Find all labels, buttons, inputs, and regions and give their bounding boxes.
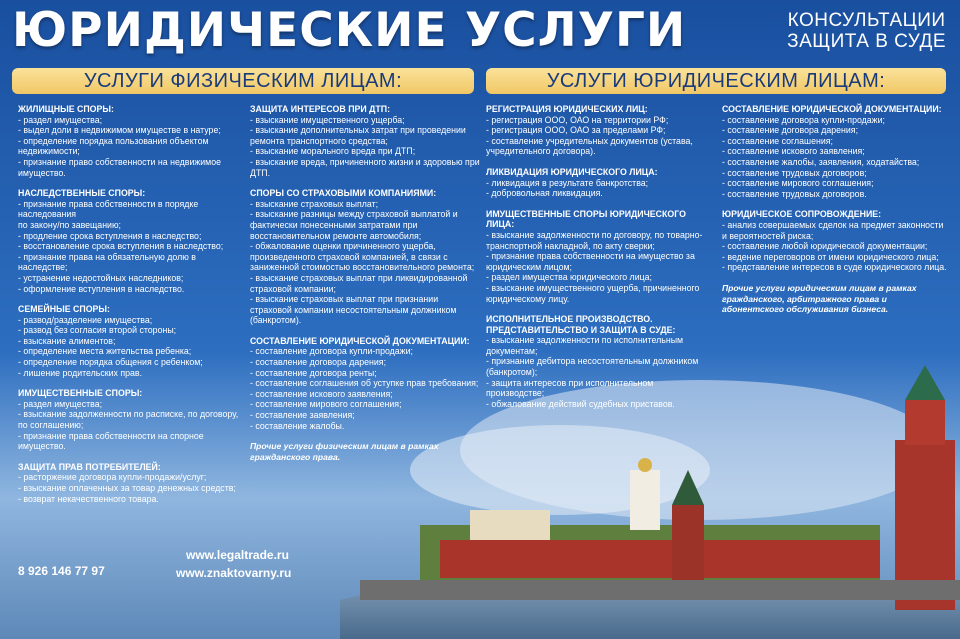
service-item: - признание дебитора несостоятельным должником (банкротом); [486, 356, 699, 378]
service-item: - составление искового заявления; [722, 146, 865, 157]
service-item: - развод/разделение имущества; [18, 314, 153, 325]
section-title: ЖИЛИЩНЫЕ СПОРЫ: [18, 104, 114, 114]
service-item: - составление трудовых договоров. [722, 188, 867, 199]
service-item: - защита интересов при исполнительном производстве; [486, 377, 654, 399]
service-item: по закону/по завещанию; [18, 219, 122, 230]
services-column-1 [18, 104, 240, 514]
service-item: - взыскание алиментов; [18, 335, 116, 346]
service-section [18, 462, 240, 504]
service-item: - продление срока вступления в наследство; [18, 230, 202, 241]
service-item: - определение порядка пользования объектом недвижимости; [18, 135, 209, 157]
service-item: - устранение недостойных наследников; [18, 272, 184, 283]
service-item: - взыскание вреда, причиненного жизни и здоровью при ДТП. [250, 156, 480, 178]
service-item: - анализ совершаемых сделок на предмет законности и вероятностей риска; [722, 219, 944, 241]
services-column-3 [486, 104, 710, 419]
service-item: - составление соглашения; [722, 135, 833, 146]
service-item: - представление интересов в суде юридического лица. [722, 262, 947, 273]
service-item: - расторжение договора купли-продажи/услуг; [18, 472, 207, 483]
service-item: - составление заявления; [250, 410, 355, 421]
page-title: ЮРИДИЧЕСКИЕ УСЛУГИ [12, 3, 687, 58]
service-item: - взыскание задолженности по расписке, по договору, по соглашению; [18, 409, 239, 431]
service-section [250, 188, 480, 326]
subtitle-consultations: КОНСУЛЬТАЦИИ [787, 10, 946, 31]
service-item: - взыскание разницы между страховой выплатой и фактически понесенными затратами при восстановительном ремонте автомобиля; [250, 209, 458, 241]
service-section [250, 104, 480, 178]
service-item: - определение места жительства ребенка; [18, 346, 192, 357]
service-item: - признание права на обязательную долю в наследстве; [18, 251, 196, 273]
service-item: - оформление вступления в наследство. [18, 283, 185, 294]
service-item: - взыскание страховых выплат при признании страховой компании несостоятельным должником (банкротом). [250, 294, 457, 326]
service-item: - взыскание имущественного ущерба; [250, 114, 405, 125]
section-title: СОСТАВЛЕНИЕ ЮРИДИЧЕСКОЙ ДОКУМЕНТАЦИИ: [250, 335, 470, 346]
service-item: - составление договора купли-продажи; [250, 346, 413, 357]
service-item: - составление договора купли-продажи; [722, 114, 885, 125]
service-item: - раздел имущества; [18, 114, 103, 125]
service-item: - взыскание дополнительных затрат при проведении ремонта транспортного средства; [250, 125, 466, 146]
section-title: ИСПОЛНИТЕЛЬНОЕ ПРОИЗВОДСТВО. ПРЕДСТАВИТЕЛЬСТВО И ЗАЩИТА В СУДЕ: [486, 314, 676, 335]
service-item: - выдел доли в недвижимом имуществе в натуре; [18, 125, 221, 136]
service-item: - составление трудовых договоров; [722, 167, 867, 178]
service-section [18, 104, 240, 178]
service-item: - обжалование действий судебных приставов. [486, 398, 675, 409]
service-item: - раздел имущества; [18, 398, 103, 409]
other-services-note: Прочие услуги юридическим лицам в рамках гражданского, арбитражного права и абонентского обслуживания бизнеса. [722, 282, 917, 315]
service-item: - составление соглашения об уступке прав требования; [250, 378, 479, 389]
website-legaltrade[interactable]: www.legaltrade.ru [186, 548, 289, 562]
section-title: СЕМЕЙНЫЕ СПОРЫ: [18, 304, 110, 315]
service-section [486, 167, 710, 199]
service-item: - составление любой юридической документации; [722, 241, 928, 252]
service-item: - добровольная ликвидация. [486, 188, 603, 199]
website-znaktovarny[interactable]: www.znaktovarny.ru [176, 566, 292, 580]
section-title: СПОРЫ СО СТРАХОВЫМИ КОМПАНИЯМИ: [250, 188, 437, 199]
services-column-2 [250, 104, 480, 462]
service-section [486, 209, 710, 304]
service-item: - лишение родительских прав. [18, 367, 143, 378]
service-item: - составление жалобы, заявления, ходатайства; [722, 156, 920, 167]
service-item: - признание право собственности на недвижимое имущество. [18, 156, 222, 178]
service-item: - взыскание страховых выплат при ликвидированной страховой компании; [250, 272, 468, 294]
service-item: - признание права собственности на спорное имущество. [18, 430, 204, 452]
service-item: - составление договора дарения; [250, 357, 387, 368]
service-section [18, 388, 240, 452]
service-item: - взыскание задолженности по исполнительным документам; [486, 335, 684, 356]
service-item: - регистрация ООО, ОАО за пределами РФ; [486, 125, 666, 136]
service-section [486, 314, 710, 409]
section-title: РЕГИСТРАЦИЯ ЮРИДИЧЕСКИХ ЛИЦ: [486, 104, 648, 114]
service-item: - взыскание страховых выплат; [250, 198, 379, 209]
section-title: ИМУЩЕСТВЕННЫЕ СПОРЫ ЮРИДИЧЕСКОГО ЛИЦА: [486, 208, 686, 230]
service-item: - взыскание задолженности по договору, по товарно-транспортной накладной, по акту сверки; [486, 229, 703, 251]
section-title: ЗАЩИТА ПРАВ ПОТРЕБИТЕЛЕЙ: [18, 461, 161, 472]
service-section [18, 304, 240, 378]
service-item: - ликвидация в результате банкротства; [486, 177, 649, 188]
section-title: ЗАЩИТА ИНТЕРЕСОВ ПРИ ДТП: [250, 104, 391, 114]
service-item: - признание права собственности на имущество за юридическим лицом; [486, 251, 695, 272]
other-services-note: Прочие услуги физическим лицам в рамках гражданского права. [250, 441, 439, 462]
services-column-4 [722, 104, 948, 315]
service-item: - составление мирового соглашения; [250, 399, 402, 410]
service-item: - регистрация ООО, ОАО на территории РФ; [486, 114, 669, 125]
subtitle-court-defense: ЗАЩИТА В СУДЕ [787, 31, 946, 52]
subtitle [787, 10, 946, 52]
service-item: - определение порядка общения с ребенком; [18, 357, 203, 368]
service-section [486, 104, 710, 157]
service-item: - составление мирового соглашения; [722, 178, 874, 189]
service-item: - восстановление срока вступления в наследство; [18, 241, 224, 252]
service-item: - раздел имущества юридического лица; [486, 272, 652, 283]
banner-individuals: УСЛУГИ ФИЗИЧЕСКИМ ЛИЦАМ: [12, 68, 474, 94]
section-title: ЮРИДИЧЕСКОЕ СОПРОВОЖДЕНИЕ: [722, 209, 882, 220]
section-title: ИМУЩЕСТВЕННЫЕ СПОРЫ: [18, 388, 143, 399]
phone-number: 8 926 146 77 97 [18, 564, 105, 578]
section-title: ЛИКВИДАЦИЯ ЮРИДИЧЕСКОГО ЛИЦА: [486, 166, 658, 177]
service-item: - составление договора ренты; [250, 367, 377, 378]
service-section [250, 336, 480, 431]
service-item: - взыскание оплаченных за товар денежных средств; [18, 483, 236, 493]
section-title: НАСЛЕДСТВЕННЫЕ СПОРЫ: [18, 188, 146, 199]
service-item: - составление жалобы. [250, 420, 345, 431]
service-item: - составление искового заявления; [250, 388, 393, 399]
service-item: - признание права собственности в порядке наследования [18, 198, 199, 220]
section-title: СОСТАВЛЕНИЕ ЮРИДИЧЕСКОЙ ДОКУМЕНТАЦИИ: [722, 104, 942, 114]
service-item: - обжалование оценки причиненного ущерба, произведенного страховой компанией, в связи с заниженной стоимостью восстановительного ремонта; [250, 241, 475, 273]
service-item: - взыскание имущественного ущерба, причиненного юридическому лицу. [486, 282, 700, 304]
service-section [722, 104, 948, 199]
service-item: - развод без согласия второй стороны; [18, 325, 177, 336]
service-item: - составление учредительных документов (устава, учредительного договора). [486, 135, 693, 157]
banner-legal-entities: УСЛУГИ ЮРИДИЧЕСКИМ ЛИЦАМ: [486, 68, 946, 94]
service-item: - взыскание морального вреда при ДТП; [250, 146, 416, 157]
service-section [18, 188, 240, 294]
service-item: - ведение переговоров от имени юридического лица; [722, 251, 939, 262]
service-item: - составление договора дарения; [722, 125, 859, 136]
service-item: - возврат некачественного товара. [18, 493, 159, 504]
service-section [722, 209, 948, 273]
